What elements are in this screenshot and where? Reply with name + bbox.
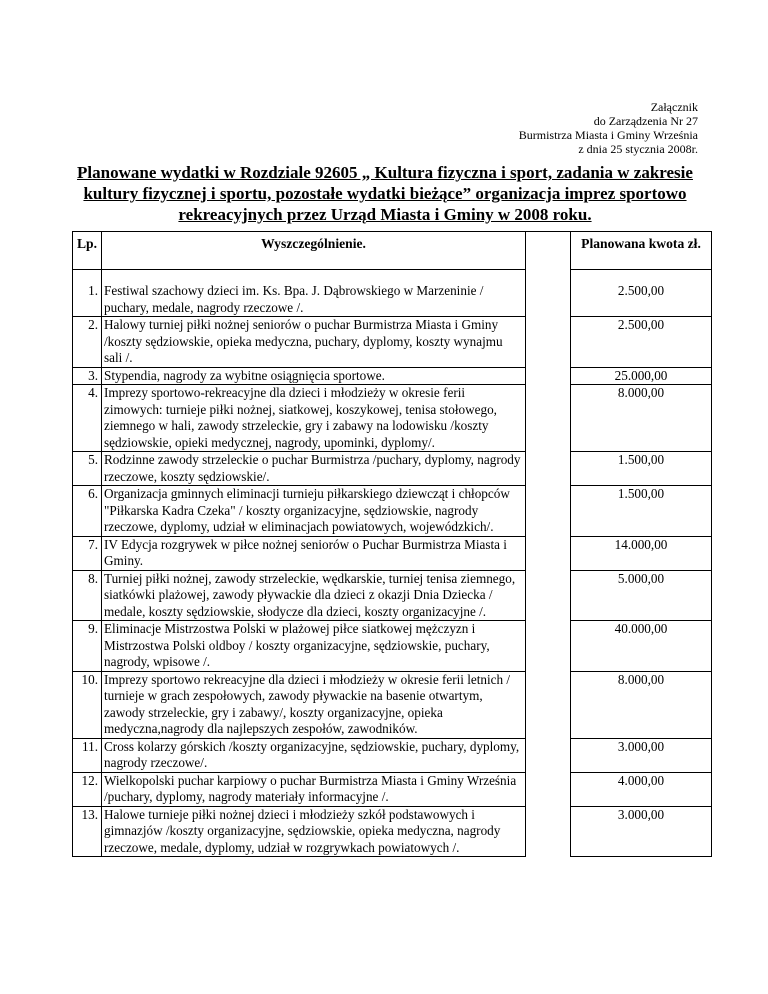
header-spacer [526, 232, 571, 270]
annex-line-3: Burmistrza Miasta i Gminy Września [518, 128, 698, 142]
table-header-row [73, 232, 712, 270]
table-row [73, 738, 712, 772]
header-description: Wyszczególnienie. [102, 232, 526, 270]
row-description: Rodzinne zawody strzeleckie o puchar Burmistrza /puchary, dyplomy, nagrody rzeczowe, koszty sędziowskie/. [102, 452, 526, 486]
table-row [73, 536, 712, 570]
row-spacer [526, 367, 571, 385]
row-description: Halowe turnieje piłki nożnej dzieci i młodzieży szkół podstawowych i gimnazjów /koszty organizacyjne, sędziowskie, opieka medyczna, nagrody rzeczowe, medale, dyplomy, udział w rozgrywkach powiatowych /. [102, 806, 526, 857]
row-number: 6. [73, 486, 102, 537]
row-amount: 2.500,00 [571, 270, 712, 317]
document-title: Planowane wydatki w Rozdziale 92605 „ Kultura fizyczna i sport, zadania w zakresie kultury fizycznej i sportu, pozostałe wydatki bieżące” organizacja imprez sportowo rekreacyjnych przez Urząd Miasta i Gminy w 2008 roku. [77, 163, 693, 224]
table-row [73, 772, 712, 806]
row-amount: 40.000,00 [571, 621, 712, 672]
row-number: 8. [73, 570, 102, 621]
table-row [73, 452, 712, 486]
row-amount: 5.000,00 [571, 570, 712, 621]
row-spacer [526, 317, 571, 368]
row-amount: 3.000,00 [571, 806, 712, 857]
row-amount: 8.000,00 [571, 385, 712, 452]
row-description: Festiwal szachowy dzieci im. Ks. Bpa. J. Dąbrowskiego w Marzeninie / puchary, medale, nagrody rzeczowe /. [102, 270, 526, 317]
row-spacer [526, 671, 571, 738]
table-row [73, 270, 712, 317]
row-amount: 1.500,00 [571, 452, 712, 486]
row-description: Imprezy sportowo-rekreacyjne dla dzieci i młodzieży w okresie ferii zimowych: turnieje piłki nożnej, siatkowej, koszykowej, tenisa stołowego, ziemnego w hali, zawody strzeleckie, gry i zabawy na lodowisku /koszty sędziowskie, opieki medycznej, nagrody, upominki, dyplomy/. [102, 385, 526, 452]
row-spacer [526, 621, 571, 672]
row-amount: 3.000,00 [571, 738, 712, 772]
row-spacer [526, 486, 571, 537]
table-row [73, 621, 712, 672]
header-lp: Lp. [73, 232, 102, 270]
row-number: 10. [73, 671, 102, 738]
table-row [73, 385, 712, 452]
table-row [73, 486, 712, 537]
row-description: Eliminacje Mistrzostwa Polski w plażowej piłce siatkowej mężczyzn i Mistrzostwa Polski oldboy / koszty organizacyjne, sędziowskie, puchary, nagrody, wpisowe /. [102, 621, 526, 672]
row-description: Halowy turniej piłki nożnej seniorów o puchar Burmistrza Miasta i Gminy /koszty sędziowskie, opieka medyczna, puchary, dyplomy, koszty wynajmu sali /. [102, 317, 526, 368]
table-row [73, 570, 712, 621]
row-spacer [526, 452, 571, 486]
table-row [73, 671, 712, 738]
row-description: Stypendia, nagrody za wybitne osiągnięcia sportowe. [102, 367, 526, 385]
row-number: 1. [73, 270, 102, 317]
row-spacer [526, 738, 571, 772]
row-amount: 25.000,00 [571, 367, 712, 385]
row-description: IV Edycja rozgrywek w piłce nożnej seniorów o Puchar Burmistrza Miasta i Gminy. [102, 536, 526, 570]
row-spacer [526, 385, 571, 452]
table-row [73, 367, 712, 385]
row-spacer [526, 570, 571, 621]
table-row [73, 806, 712, 857]
row-number: 11. [73, 738, 102, 772]
row-number: 13. [73, 806, 102, 857]
row-number: 7. [73, 536, 102, 570]
row-amount: 14.000,00 [571, 536, 712, 570]
row-number: 9. [73, 621, 102, 672]
row-amount: 8.000,00 [571, 671, 712, 738]
annex-line-2: do Zarządzenia Nr 27 [593, 114, 698, 128]
header-amount: Planowana kwota zł. [571, 232, 712, 270]
row-description: Imprezy sportowo rekreacyjne dla dzieci i młodzieży w okresie ferii letnich / turnieje w grach zespołowych, zawody pływackie na basenie otwartym, zawody strzeleckie, gry i zabawy/, koszty organizacyjne, opieka medyczna,nagrody dla najlepszych zespołów, zawodników. [102, 671, 526, 738]
row-number: 5. [73, 452, 102, 486]
row-description: Wielkopolski puchar karpiowy o puchar Burmistrza Miasta i Gminy Września /puchary, dyplomy, nagrody materiały informacyjne /. [102, 772, 526, 806]
table-row [73, 317, 712, 368]
row-description: Cross kolarzy górskich /koszty organizacyjne, sędziowskie, puchary, dyplomy, nagrody rzeczowe/. [102, 738, 526, 772]
row-number: 3. [73, 367, 102, 385]
annex-header [519, 100, 698, 156]
expenses-table [72, 231, 712, 857]
row-number: 4. [73, 385, 102, 452]
row-amount: 1.500,00 [571, 486, 712, 537]
row-spacer [526, 772, 571, 806]
row-amount: 2.500,00 [571, 317, 712, 368]
row-description: Turniej piłki nożnej, zawody strzeleckie, wędkarskie, turniej tenisa ziemnego, siatkówki plażowej, zawody pływackie dla dzieci z okazji Dnia Dziecka / medale, koszty sędziowskie, słodycze dla dzieci, koszty organizacyjne /. [102, 570, 526, 621]
annex-line-4: z dnia 25 stycznia 2008r. [578, 142, 698, 156]
table-body [73, 270, 712, 857]
row-spacer [526, 806, 571, 857]
row-description: Organizacja gminnych eliminacji turnieju piłkarskiego dziewcząt i chłopców "Piłkarska Kadra Czeka" / koszty organizacyjne, sędziowskie, nagrody rzeczowe, dyplomy, udział w eliminacjach powiatowych, wojewódzkich/. [102, 486, 526, 537]
row-spacer [526, 536, 571, 570]
annex-line-1: Załącznik [650, 100, 698, 114]
row-spacer [526, 270, 571, 317]
row-amount: 4.000,00 [571, 772, 712, 806]
row-number: 2. [73, 317, 102, 368]
row-number: 12. [73, 772, 102, 806]
